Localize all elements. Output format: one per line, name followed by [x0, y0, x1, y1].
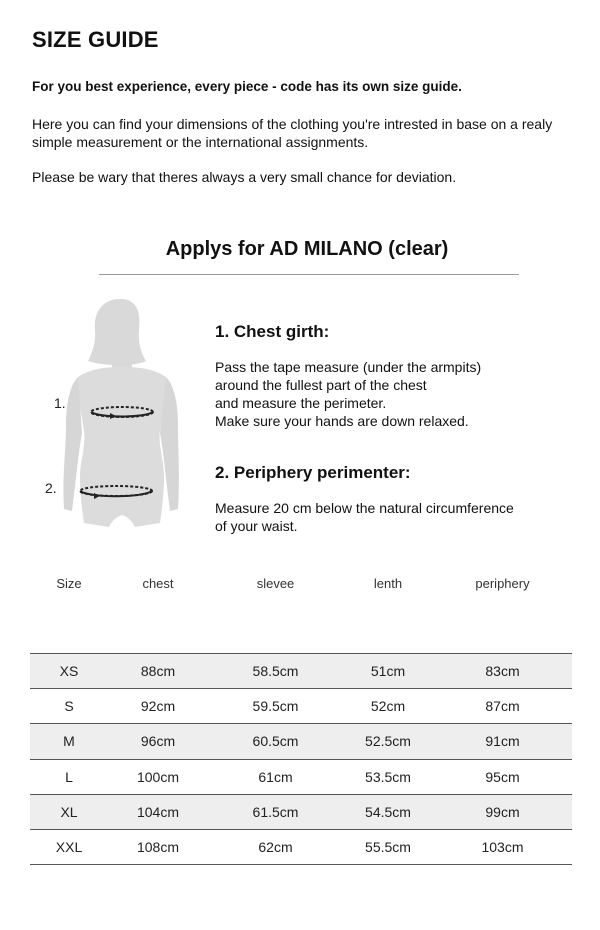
column-header-sleeve: slevee — [256, 576, 295, 591]
table-row — [30, 689, 572, 724]
cell-periphery: 87cm — [485, 698, 520, 715]
chest-girth-title: 1. Chest girth: — [215, 322, 330, 341]
instruction-line: Make sure your hands are down relaxed. — [215, 413, 469, 429]
cell-periphery: 99cm — [485, 803, 520, 820]
cell-chest: 104cm — [136, 803, 180, 820]
periphery-title: 2. Periphery perimenter: — [215, 463, 411, 482]
cell-periphery: 91cm — [485, 733, 520, 750]
page-title: SIZE GUIDE — [32, 27, 159, 52]
table-row — [30, 795, 572, 830]
cell-periphery: 103cm — [481, 839, 524, 856]
cell-length: 54.5cm — [365, 803, 411, 820]
instruction-line: and measure the perimeter. — [215, 395, 387, 411]
column-header-periphery: periphery — [475, 576, 530, 591]
cell-length: 53.5cm — [365, 768, 411, 785]
table-row — [30, 724, 572, 759]
cell-chest: 100cm — [136, 768, 180, 785]
column-header-chest: chest — [142, 576, 174, 591]
cell-chest: 88cm — [140, 663, 176, 680]
cell-length: 52cm — [370, 698, 406, 715]
heading-divider — [99, 274, 519, 275]
cell-sleeve: 58.5cm — [252, 663, 299, 680]
cell-length: 51cm — [370, 663, 406, 680]
cell-chest: 108cm — [136, 839, 180, 856]
cell-sleeve: 59.5cm — [252, 698, 299, 715]
table-row — [30, 760, 572, 795]
intro-note: Please be wary that theres always a very small chance for deviation. — [32, 169, 457, 185]
chest-girth-instructions — [215, 358, 575, 430]
cell-periphery: 95cm — [485, 768, 520, 785]
instruction-line: Measure 20 cm below the natural circumference — [215, 500, 514, 516]
cell-sleeve: 60.5cm — [252, 733, 299, 750]
cell-size: XL — [60, 803, 78, 820]
size-table-header — [30, 576, 572, 596]
intro-bold-line: For you best experience, every piece - code has its own size guide. — [32, 79, 462, 94]
table-row — [30, 830, 572, 865]
table-row — [30, 654, 572, 689]
cell-chest: 96cm — [140, 733, 176, 750]
periphery-instructions — [215, 499, 575, 535]
cell-size: L — [65, 768, 73, 785]
cell-sleeve: 61.5cm — [252, 803, 299, 820]
cell-periphery: 83cm — [485, 663, 520, 680]
intro-description: Here you can find your dimensions of the clothing you're intrested in base on a realy simple measurement or the international assignments. — [32, 116, 553, 150]
chest-marker-label: 1. — [54, 395, 66, 411]
applies-heading — [0, 238, 600, 261]
cell-size: M — [63, 733, 75, 750]
instruction-line: of your waist. — [215, 518, 298, 534]
column-header-length: lenth — [373, 576, 403, 591]
cell-length: 55.5cm — [365, 839, 411, 856]
cell-sleeve: 61cm — [258, 768, 293, 785]
column-header-size: Size — [56, 576, 82, 591]
female-silhouette-icon — [40, 295, 180, 535]
cell-length: 52.5cm — [365, 733, 411, 750]
cell-size: XS — [59, 663, 79, 680]
periphery-marker-label: 2. — [45, 480, 57, 496]
body-measurement-figure — [40, 295, 180, 535]
cell-size: S — [64, 698, 74, 715]
cell-sleeve: 62cm — [258, 839, 293, 856]
cell-size: XXL — [55, 839, 83, 856]
instruction-line: Pass the tape measure (under the armpits) — [215, 359, 482, 375]
instruction-line: around the fullest part of the chest — [215, 377, 427, 393]
applies-product: AD MILANO (clear) — [269, 238, 449, 260]
cell-chest: 92cm — [140, 698, 176, 715]
applies-prefix: Applys for — [165, 238, 270, 260]
size-table — [30, 653, 572, 865]
